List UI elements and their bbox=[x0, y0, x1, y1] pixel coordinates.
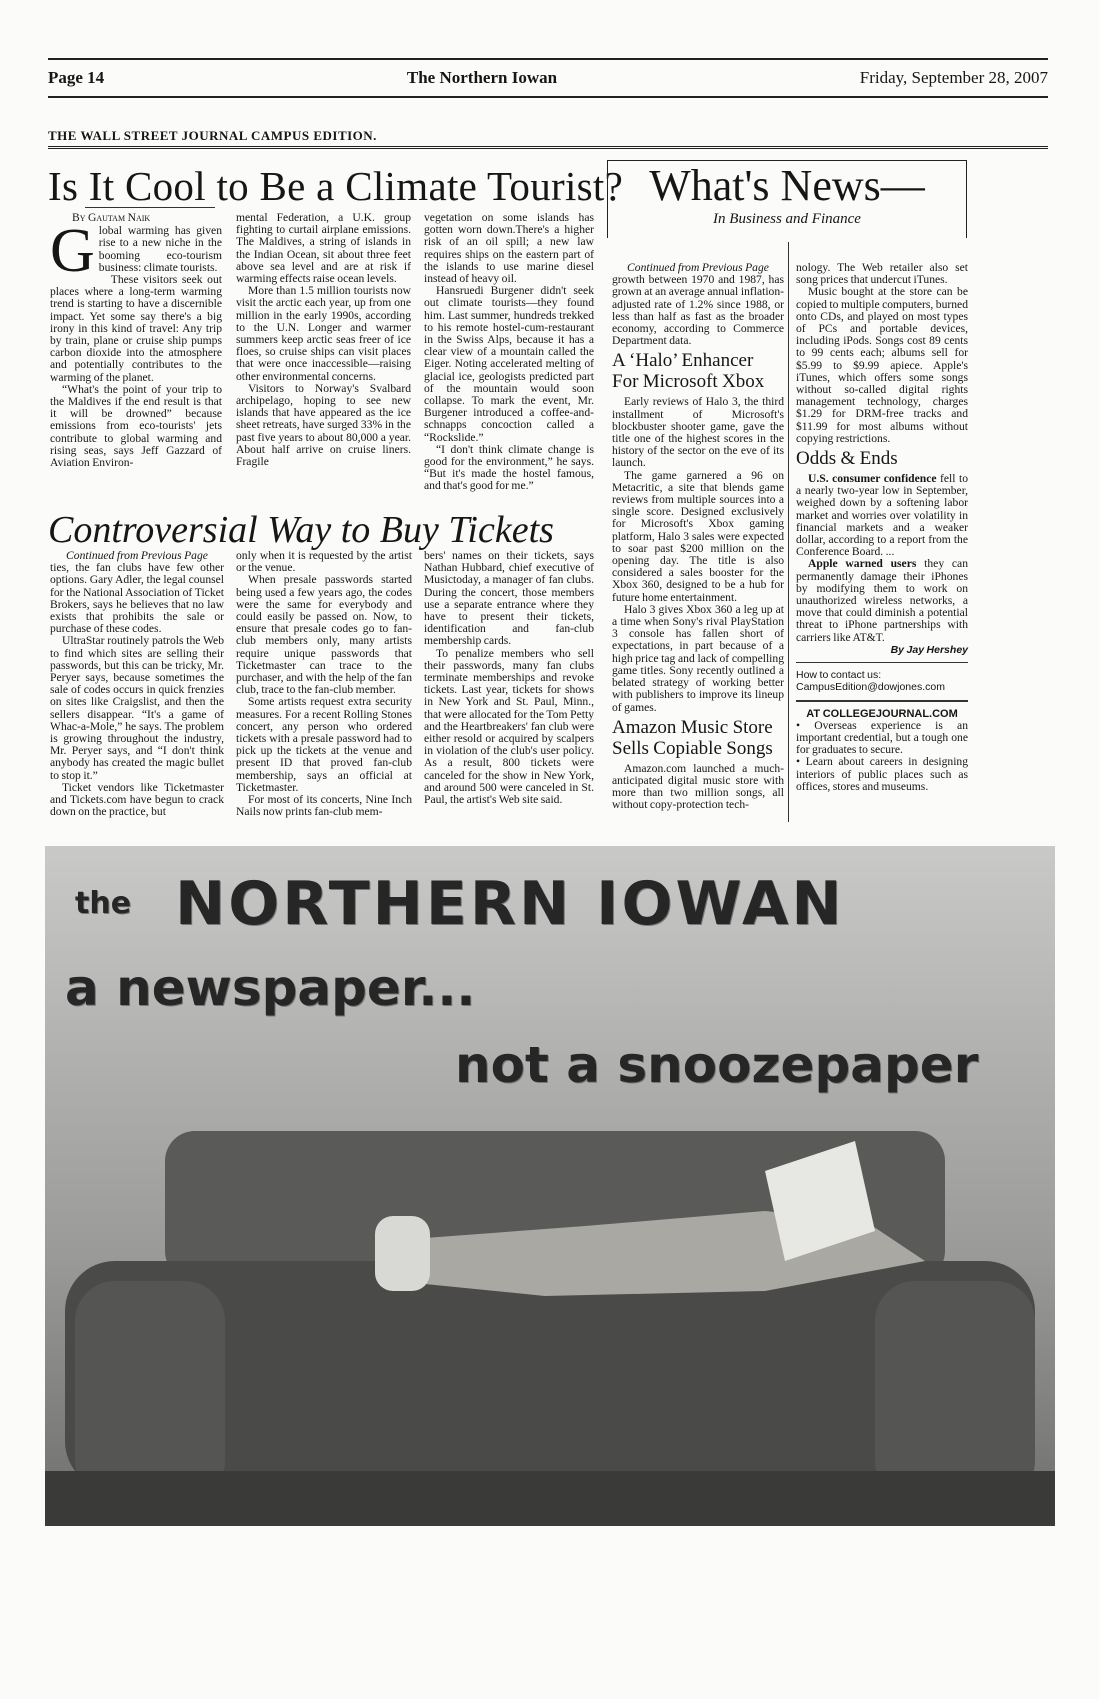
halo-headline: A ‘Halo’ Enhancer For Microsoft Xbox bbox=[612, 350, 765, 393]
whats-news-col-2: nology. The Web retailer also set song prices that undercut iTunes. Music bought at the store can be copied to multiple computers, burned onto CDs, and played on most types of PCs and portable devices, including iPods. Songs cost 89 cents to 99 cents each; albums sell for $5.99 to $9.99 apiece. Apple's iTunes, which offers some songs without so-called digital rights management technology, charges $1.29 for DRM-free tracks and $11.99 for most albums without copying restrictions. Odds & Ends U.S. consumer confidence fell to a nearly two-year low in September, weighed down by a softening labor market and worries over volatility in financial markets and a weaker dollar, according to a report from the Conference Board. ... Apple warned users they can permanently damage their iPhones by modifying them to work on unauthorized wireless networks, a move that could diminish a potential threat to iPhone partnerships with carriers like AT&T. By Jay Hershey How to contact us: CampusEdition@dowjones.com AT COLLEGEJOURNAL.COM • Overseas experience is an important credential, but a tough one for graduates to secure. • Learn about careers in designing interiors of public places such as offices, stores and museums. bbox=[796, 261, 969, 793]
couch-photo bbox=[45, 846, 1055, 1526]
ad-tagline-2: not a snoozepaper bbox=[455, 1036, 979, 1094]
floor bbox=[45, 1471, 1055, 1526]
odds-headline: Odds & Ends bbox=[796, 448, 898, 470]
couch-arm-left bbox=[75, 1281, 225, 1501]
column-rule bbox=[788, 242, 789, 822]
list-item: • Overseas experience is an important credential, but a tough one for graduates to secure. bbox=[796, 718, 968, 757]
ad-tagline-1: a newspaper... bbox=[65, 959, 476, 1017]
byline: By Gautam Naik bbox=[72, 211, 151, 224]
drop-cap: G bbox=[50, 217, 95, 286]
tickets-col-2: only when it is requested by the artist or the venue. When presale passwords started being used a few years ago, the codes were the same for everybody and could easily be passed on. Now, to ensure that presale codes go to fan-club members only, many artists require unique passwords that Ticketmaster can trace to the purchaser, and with the help of the fan club, trace to the fan-club member. Some artists request extra security measures. For a recent Rolling Stones concert, any person who ordered tickets with a presale password had to pick up the tickets at the venue and present ID that proved fan-club membership, says an official at Ticketmaster. For most of its concerts, Nine Inch Nails now prints fan-club mem- bbox=[236, 549, 412, 819]
whats-news-col-1: Continued from Previous Page growth between 1970 and 1987, has grown at an average annual inflation-adjusted rate of 1.2% since 1988, or less than half as fast as the broader economy, according to Commerce Department data. A ‘Halo’ Enhancer For Microsoft Xbox Early reviews of Halo 3, the third installment of Microsoft's blockbuster shooter game, gave the title one of the highest scores in the history of the sector on the eve of its launch. The game garnered a 96 on Metacritic, a site that blends game reviews from multiple sources into a single score. Designed exclusively for Microsoft's Xbox gaming platform, Halo 3 sales were expected to soar past $200 million on the opening day. The title is also considered a sales booster for the Xbox 360, designed to be a hub for future home entertainment. Halo 3 gives Xbox 360 a leg up at a time when Sony's rival PlayStation 3 console has fallen short of expectations, in part because of a high price tag and lack of compelling game titles. Sony recently outlined a belated strategy of working better with publishers to improve its lineup of games. Amazon Music Store Sells Copiable Songs Amazon.com launched a much-anticipated digital music store with more than two million songs, all without copy-protection tech- bbox=[612, 261, 784, 812]
amazon-headline: Amazon Music Store Sells Copiable Songs bbox=[612, 716, 773, 759]
odds-byline: By Jay Hershey bbox=[890, 643, 968, 656]
ad-text-the: the bbox=[75, 886, 132, 921]
page-number: Page 14 bbox=[48, 68, 105, 87]
issue-date: Friday, September 28, 2007 bbox=[859, 68, 1048, 87]
couch-arm-right bbox=[875, 1281, 1035, 1501]
tickets-col-1: Continued from Previous Page ties, the fan clubs have few other options. Gary Adler, the legal counsel for the National Association of Ticket Brokers, says he believes that no law exists that prohibits the sale or purchase of these codes. UltraStar routinely patrols the Web to find which sites are selling their passwords, but this can be tricky, Mr. Peryer says, because sometimes the sale of codes occurs in quick frenzies on sites like Craigslist, and then the sellers disappear. “It's a game of Whac-a-Mole,” he says. The problem is growing throughout the industry, Mr. Peryer says, and “I don't think anybody has created the magic bullet to stop it.” Ticket vendors like Ticketmaster and Tickets.com have begun to crack down on the practice, but bbox=[50, 549, 224, 819]
collegejournal-heading: AT COLLEGEJOURNAL.COM bbox=[806, 707, 958, 720]
climate-col-3: vegetation on some islands has gotten worn down.There's a higher risk of an oil spill; a new law requires ships on the eastern part of the islands to use marine diesel instead of heavy oil. Hansruedi Burgener didn't seek out climate tourists—they found him. Last summer, hundreds trekked to his remote hostel-cum-restaurant in the Swiss Alps, because it has a clear view of a mountain called the Eiger. Noting accelerated melting of glacial ice, geologists predicted part of the mountain would soon collapse. To mark the event, Mr. Burgener introduced a coffee-and-schnapps concoction called a “Rockslide.” “I don't think climate change is good for the environment,” he says. “But it's made the hostel famous, and that's good for me.” bbox=[424, 211, 594, 493]
kicker: Continued from Previous Page bbox=[66, 549, 208, 562]
byline-rule bbox=[85, 207, 215, 208]
section-label: THE WALL STREET JOURNAL CAMPUS EDITION. bbox=[48, 128, 1048, 149]
tickets-headline: Controversial Way to Buy Tickets bbox=[48, 509, 554, 551]
ad-title: NORTHERN IOWAN bbox=[175, 869, 845, 939]
climate-headline: Is It Cool to Be a Climate Tourist? bbox=[48, 163, 624, 209]
northern-iowan-ad bbox=[45, 846, 1055, 1526]
paper-name: The Northern Iowan bbox=[406, 68, 558, 87]
contact-email[interactable]: CampusEdition@dowjones.com bbox=[796, 681, 945, 694]
whats-news-title: What's News— bbox=[649, 161, 925, 210]
climate-col-2: mental Federation, a U.K. group fighting to curtail airplane emissions. The Maldives, a string of islands in the Indian Ocean, sit about three feet above sea level and are at risk if warming effects raise ocean levels. More than 1.5 million tourists now visit the arctic each year, up from one million in the early 1990s, according to the U.N. Longer and warmer summers keep arctic seas freer of ice floes, so cruise ships can visit places that were once inaccessible—raising other environmental concerns. Visitors to Norway's Svalbard archipelago, hoping to see new islands that have appeared as the ice sheet retreats, have surged 33% in the past five years to about 80,000 a year. About half arrive on cruise liners. Fragile bbox=[236, 211, 411, 469]
whats-news-subtitle: In Business and Finance bbox=[713, 211, 861, 227]
whats-news-header bbox=[607, 160, 967, 238]
tickets-col-3: bers' names on their tickets, says Nathan Hubbard, chief executive of Musictoday, a manager of fan clubs. During the concert, those members use a separate entrance where they have to present their tickets, identification and fan-club membership cards. To penalize members who sell their passwords, many fan clubs terminate memberships and revoke tickets. Last year, tickets for shows in New York and St. Paul, Minn., that were allocated for the Tom Petty and the Heartbreakers' fan club were either resold or acquired by scalpers in violation of the club's user policy. As a result, 800 tickets were canceled for the show in New York, and around 500 were canceled in St. Paul, the artist's Web site said. bbox=[424, 549, 594, 807]
climate-col-1: By Gautam Naik G lobal warming has given rise to a new niche in the booming eco-tourism business: climate tourists. These visitors seek out places where a long-term warming trend is starting to have a discernible impact. Yet some say there's a big irony in this kind of travel: Any trip by train, plane or cruise ship pumps carbon dioxide into the atmosphere and potentially contributes to the warming of the planet. “What's the point of your trip to the Maldives if the end result is that it will be drowned” because emissions from eco-tourists' jets contribute to global warming and rising seas, says Jeff Gazzard of Aviation Environ- bbox=[50, 211, 222, 470]
sneakers bbox=[375, 1216, 430, 1291]
page-header bbox=[48, 58, 1048, 98]
list-item: • Learn about careers in designing interiors of public places such as offices, stores and museums. bbox=[796, 755, 969, 793]
